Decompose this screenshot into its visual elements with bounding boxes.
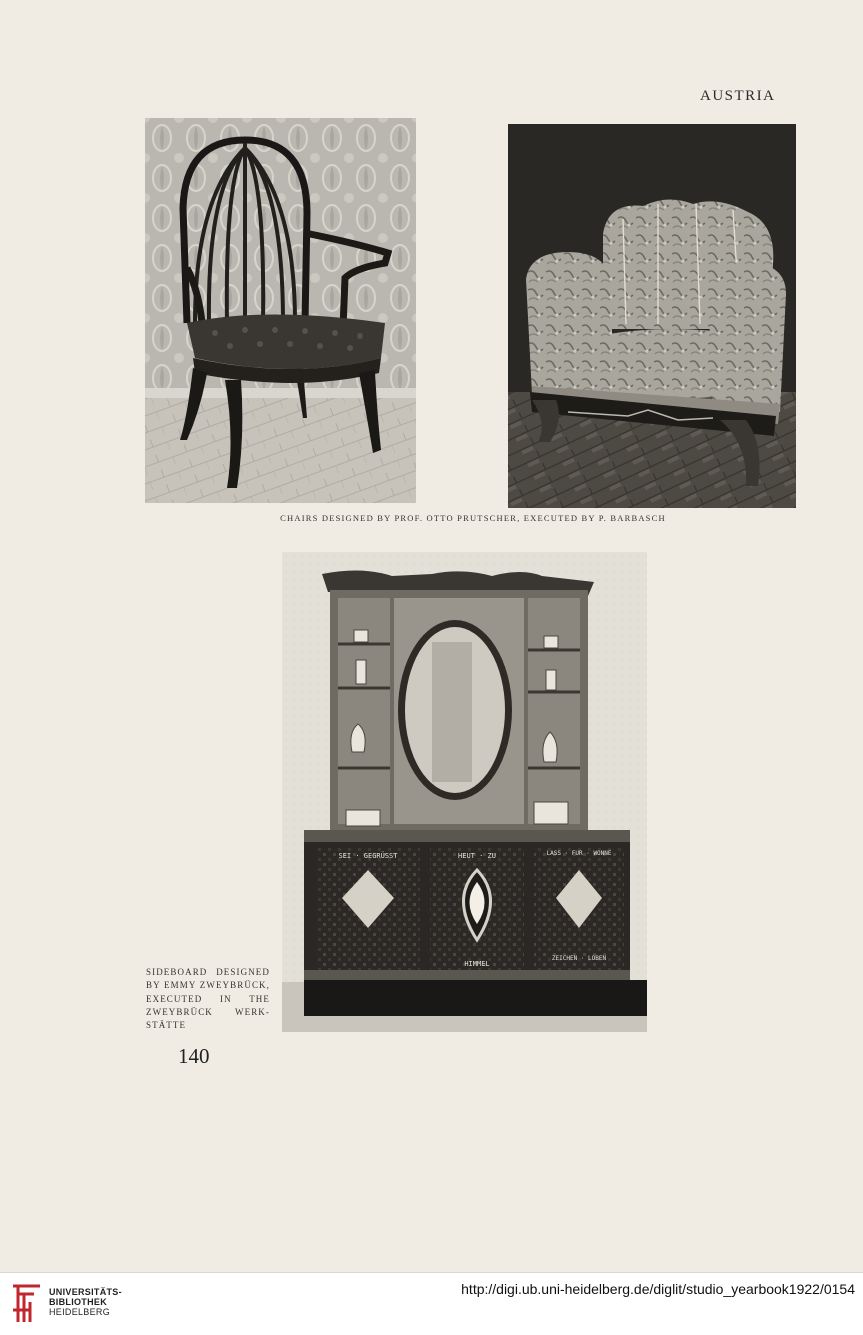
sideboard-caption	[146, 966, 270, 1032]
page-number: 140	[178, 1044, 210, 1068]
permalink-url[interactable]: http://digi.ub.uni-heidelberg.de/diglit/studio_yearbook1922/0154	[461, 1281, 855, 1297]
chairs-caption: CHAIRS DESIGNED BY PROF. OTTO PRUTSCHER, EXECUTED BY P. BARBASCH	[280, 513, 666, 523]
library-name-line: UNIVERSITÄTS-	[49, 1287, 122, 1297]
running-head: AUSTRIA	[700, 88, 776, 104]
armchair-photo	[145, 118, 416, 503]
inscription-center-bottom: HIMMEL	[464, 960, 490, 968]
inscription-right-bottom: ZEICHEN · LOBEN	[551, 955, 607, 962]
inscription-right-top: LASS · FUR · WONNE	[546, 850, 612, 857]
library-name-line: BIBLIOTHEK	[49, 1297, 107, 1307]
ub-heidelberg-logo-icon[interactable]	[10, 1282, 44, 1326]
inscription-center-top: HEUT · ZU	[458, 852, 496, 860]
sideboard-caption-line: STÄTTE	[146, 1020, 187, 1031]
inscription-left: SEI · GEGRÜSST	[338, 852, 398, 860]
library-name-line: HEIDELBERG	[49, 1307, 111, 1317]
sideboard-caption-line: ZWEYBRÜCK WERK-	[146, 1006, 270, 1017]
sideboard-caption-line: EXECUTED IN THE	[146, 993, 270, 1004]
library-name[interactable]	[49, 1287, 122, 1317]
tub-chair-photo	[508, 124, 796, 508]
sideboard-photo	[282, 552, 647, 1032]
sideboard-caption-line: BY EMMY ZWEYBRÜCK,	[146, 980, 270, 991]
sideboard-caption-line: SIDEBOARD DESIGNED	[146, 967, 270, 977]
